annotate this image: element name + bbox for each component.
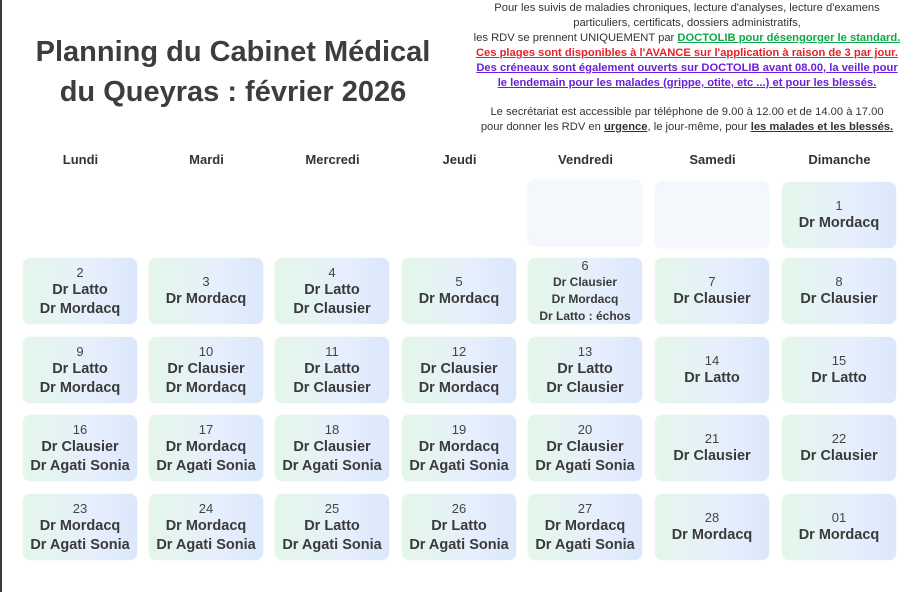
doctor-name: Dr Mordacq <box>39 300 121 317</box>
calendar-day <box>782 258 896 324</box>
notice-line-6: le lendemain pour les malades (grippe, otite, etc ...) et pour les blessés. <box>497 77 877 89</box>
calendar-day <box>149 337 263 403</box>
day-number: 18 <box>324 421 340 437</box>
doctor-name: Dr Clausier <box>420 360 498 377</box>
calendar-day <box>528 494 642 560</box>
day-number: 25 <box>324 500 340 516</box>
doctor-name: Dr Mordacq <box>39 379 121 396</box>
calendar-day <box>275 494 389 560</box>
doctor-name: Dr Latto <box>52 360 108 377</box>
calendar-day <box>275 258 389 324</box>
doctor-name: Dr Clausier <box>546 379 624 396</box>
doctor-name: Dr Mordacq <box>418 291 500 307</box>
day-number: 4 <box>328 264 336 280</box>
doctor-name: Dr Agati Sonia <box>156 536 256 553</box>
day-number: 9 <box>76 343 84 359</box>
doctor-name: Dr Agati Sonia <box>156 457 256 474</box>
doctor-name: Dr Mordacq <box>798 527 880 543</box>
doctor-name: Dr Agati Sonia <box>535 536 635 553</box>
day-number: 3 <box>202 274 210 289</box>
calendar-day <box>655 494 769 560</box>
doctor-name: Dr Mordacq <box>165 438 247 455</box>
notice-line-8 <box>452 120 914 135</box>
notice-line-5: Des créneaux sont également ouverts sur DOCTOLIB avant 08.00, la veille pour <box>476 62 898 74</box>
doctor-name: Dr Agati Sonia <box>30 536 130 553</box>
calendar-day <box>149 258 263 324</box>
day-number: 2 <box>76 264 84 280</box>
calendar-day <box>655 337 769 403</box>
notice-line-7: Le secrétariat est accessible par téléphone de 9.00 à 12.00 et de 14.00 à 17.00 <box>490 106 884 118</box>
day-number: 23 <box>72 500 88 516</box>
doctor-name: Dr Agati Sonia <box>282 457 382 474</box>
notice-urgence: urgence <box>603 121 648 133</box>
day-number: 1 <box>835 198 843 213</box>
calendar-day <box>528 415 642 481</box>
page-title <box>18 32 448 112</box>
calendar-day <box>402 494 516 560</box>
calendar-day <box>402 415 516 481</box>
day-number: 8 <box>835 274 843 289</box>
left-border <box>0 0 2 592</box>
day-number: 10 <box>198 343 214 359</box>
doctor-name: Dr Agati Sonia <box>409 536 509 553</box>
day-number: 7 <box>708 274 716 289</box>
calendar-day <box>402 337 516 403</box>
doctor-name: Dr Clausier <box>41 438 119 455</box>
notice-line-2: particuliers, certificats, dossiers administratifs, <box>573 17 801 29</box>
doctor-name: Dr Agati Sonia <box>282 536 382 553</box>
title-line-1: Planning du Cabinet Médical <box>35 36 431 68</box>
day-number: 12 <box>451 343 467 359</box>
day-number: 20 <box>577 421 593 437</box>
day-header-dimanche: Dimanche <box>808 152 871 167</box>
notice-malades: les malades et les blessés. <box>750 121 894 133</box>
doctor-name: Dr Mordacq <box>798 215 880 231</box>
doctor-name: Dr Agati Sonia <box>409 457 509 474</box>
calendar-day <box>528 337 642 403</box>
calendar-day <box>782 182 896 248</box>
day-number: 17 <box>198 421 214 437</box>
calendar-day <box>149 415 263 481</box>
day-number: 28 <box>704 510 720 525</box>
day-header-samedi: Samedi <box>689 152 736 167</box>
doctor-name: Dr Latto <box>431 517 487 534</box>
calendar-day <box>23 337 137 403</box>
day-number: 26 <box>451 500 467 516</box>
doctor-name: Dr Clausier <box>800 291 878 307</box>
doctor-name: Dr Mordacq <box>165 379 247 396</box>
doctor-name: Dr Mordacq <box>418 379 500 396</box>
calendar-day <box>402 258 516 324</box>
day-header-lundi: Lundi <box>62 152 99 167</box>
doctolib-link[interactable]: DOCTOLIB pour désengorger le standard. <box>677 32 901 44</box>
calendar-day <box>23 494 137 560</box>
doctor-name: Dr Mordacq <box>165 517 247 534</box>
calendar-day <box>275 337 389 403</box>
doctor-name: Dr Clausier <box>167 360 245 377</box>
day-number: 27 <box>577 500 593 516</box>
notice-line-8-a: pour donner les RDV en <box>480 121 604 133</box>
calendar-day <box>23 258 137 324</box>
info-notice <box>452 1 914 135</box>
day-number: 14 <box>704 353 720 368</box>
doctor-name: Dr Clausier <box>293 300 371 317</box>
calendar-day <box>275 415 389 481</box>
day-header-mardi: Mardi <box>189 152 224 167</box>
doctor-name: Dr Clausier <box>293 438 371 455</box>
doctor-name: Dr Mordacq <box>551 292 619 306</box>
doctor-name: Dr Mordacq <box>39 517 121 534</box>
doctor-name: Dr Mordacq <box>544 517 626 534</box>
doctor-name: Dr Latto <box>684 370 740 386</box>
calendar-day <box>782 337 896 403</box>
day-number: 19 <box>451 421 467 437</box>
doctor-name: Dr Latto : échos <box>539 309 631 323</box>
calendar-day <box>655 415 769 481</box>
doctor-name: Dr Clausier <box>800 448 878 464</box>
doctor-name: Dr Clausier <box>293 379 371 396</box>
day-number: 5 <box>455 274 463 289</box>
doctor-name: Dr Clausier <box>673 291 751 307</box>
day-header-mercredi: Mercredi <box>305 152 360 167</box>
calendar-day <box>528 258 642 324</box>
doctor-name: Dr Latto <box>557 360 613 377</box>
day-number: 15 <box>831 353 847 368</box>
doctor-name: Dr Latto <box>811 370 867 386</box>
day-number: 16 <box>72 421 88 437</box>
day-number: 21 <box>704 431 720 446</box>
doctor-name: Dr Latto <box>304 517 360 534</box>
doctor-name: Dr Mordacq <box>418 438 500 455</box>
calendar-day <box>655 258 769 324</box>
calendar-day <box>782 494 896 560</box>
doctor-name: Dr Latto <box>304 360 360 377</box>
day-number: 01 <box>831 510 847 525</box>
notice-line-3-text: les RDV se prennent UNIQUEMENT par <box>473 32 678 44</box>
doctor-name: Dr Agati Sonia <box>535 457 635 474</box>
day-number: 13 <box>577 343 593 359</box>
doctor-name: Dr Mordacq <box>671 527 753 543</box>
calendar-day <box>782 415 896 481</box>
doctor-name: Dr Latto <box>52 281 108 298</box>
doctor-name: Dr Clausier <box>552 275 618 289</box>
notice-line-8-c: , le jour-même, pour <box>647 121 751 133</box>
doctor-name: Dr Mordacq <box>165 291 247 307</box>
day-number: 22 <box>831 431 847 446</box>
day-number: 6 <box>581 258 589 273</box>
day-number: 24 <box>198 500 214 516</box>
notice-line-3 <box>452 31 914 46</box>
doctor-name: Dr Clausier <box>546 438 624 455</box>
day-header-vendredi: Vendredi <box>558 152 613 167</box>
doctor-name: Dr Clausier <box>673 448 751 464</box>
doctor-name: Dr Agati Sonia <box>30 457 130 474</box>
day-header-jeudi: Jeudi <box>442 152 477 167</box>
title-line-2: du Queyras : février 2026 <box>59 76 407 108</box>
doctor-name: Dr Latto <box>304 281 360 298</box>
calendar-day <box>149 494 263 560</box>
calendar-empty-cell <box>528 180 642 246</box>
calendar-empty-cell <box>655 182 769 248</box>
notice-line-4: Ces plages sont disponibles à l'AVANCE sur l'application à raison de 3 par jour. <box>475 47 899 59</box>
calendar-day <box>23 415 137 481</box>
notice-line-1: Pour les suivis de maladies chroniques, lecture d'analyses, lecture d'examens <box>494 2 880 14</box>
day-number: 11 <box>325 343 339 359</box>
